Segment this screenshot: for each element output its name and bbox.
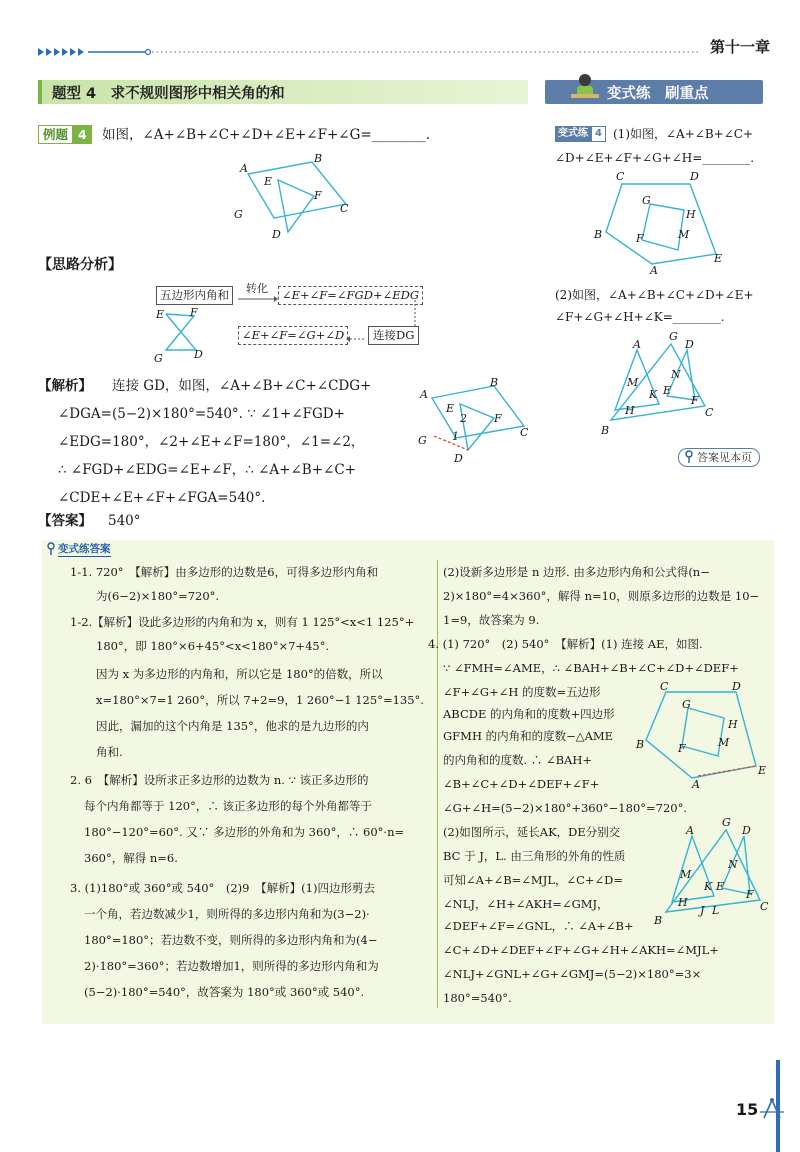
label-C: C bbox=[760, 900, 769, 913]
ans-left-7: 因此，漏加的这个内角是 135°，他求的是九边形的内 bbox=[96, 719, 369, 733]
analysis-box-equation2: ∠E+∠F=∠G+∠D bbox=[238, 326, 348, 345]
variant-part2-line-1: (2)如图，∠A+∠B+∠C+∠D+∠E+ bbox=[555, 288, 754, 302]
label-E: E bbox=[663, 384, 672, 397]
solution-line-3: ∠EDG=180°，∠2+∠E+∠F=180°，∠1=∠2， bbox=[58, 434, 365, 450]
chapter-title: 第十一章 bbox=[710, 38, 771, 56]
answer-figure-3 bbox=[632, 680, 772, 791]
label-F: F bbox=[494, 412, 502, 425]
analysis-heading: 【思路分析】 bbox=[38, 257, 122, 273]
ans-left-12: 360°，解得 n=6. bbox=[84, 851, 178, 865]
ans-right-12: ∠NLJ，∠H+∠AKH=∠GMJ， bbox=[443, 897, 609, 911]
label-C: C bbox=[660, 680, 669, 693]
ans-left-16: 2)·180°=360°；若边数增加1，则所得的多边形内角和为 bbox=[84, 959, 379, 973]
ans-left-2: 为(6−2)×180°=720°. bbox=[96, 589, 220, 603]
label-G: G bbox=[669, 330, 678, 343]
solution-figure bbox=[414, 374, 544, 466]
variant-title: 变式练 刷重点 bbox=[607, 86, 709, 102]
page-number: 15 bbox=[736, 1100, 759, 1119]
ans-left-5: 因为 x 为多边形的内角和，所以它是 180°的倍数，所以 bbox=[96, 667, 383, 681]
label-G: G bbox=[682, 698, 691, 711]
variant-part2-line-2: ∠F+∠G+∠H+∠K=________. bbox=[555, 310, 725, 324]
ans-right-15: ∠NLJ+∠GNL+∠G+∠GMJ=(5−2)×180°=3× bbox=[443, 967, 702, 981]
example-question: 如图，∠A+∠B+∠C+∠D+∠E+∠F+∠G=________. bbox=[102, 127, 430, 143]
label-M: M bbox=[678, 228, 690, 241]
ans-right-11: 可知∠A+∠B=∠MJL，∠C+∠D= bbox=[443, 873, 624, 887]
answers-title bbox=[46, 541, 111, 557]
label-A: A bbox=[686, 824, 694, 837]
label-H: H bbox=[625, 404, 635, 417]
label-G: G bbox=[154, 352, 163, 365]
variant-part1-line-1: (1)如图，∠A+∠B+∠C+ bbox=[613, 127, 753, 141]
ans-left-8: 角和. bbox=[96, 745, 123, 759]
analysis-figure bbox=[150, 304, 210, 368]
label-C: C bbox=[340, 202, 349, 215]
solution-line-2: ∠DGA=(5−2)×180°=540°. ∵ ∠1+∠FGD+ bbox=[58, 406, 345, 422]
section-title: 题型 4 求不规则图形中相关角的和 bbox=[52, 86, 285, 102]
label-N: N bbox=[728, 858, 738, 871]
variant-badge-label: 变式练 bbox=[555, 126, 591, 142]
label-C: C bbox=[616, 170, 625, 183]
label-E: E bbox=[446, 402, 455, 415]
label-F: F bbox=[746, 888, 754, 901]
ans-right-4: ABCDE 的内角和的度数+四边形 bbox=[443, 707, 615, 721]
label-K: K bbox=[704, 880, 713, 893]
label-D: D bbox=[690, 170, 699, 183]
label-M: M bbox=[627, 376, 639, 389]
ans-left-9: 2. 6 【解析】设所求正多边形的边数为 n. ∵ 该正多边形的 bbox=[70, 773, 369, 787]
label-G: G bbox=[234, 208, 243, 221]
label-A: A bbox=[650, 264, 658, 277]
label-C: C bbox=[520, 426, 529, 439]
example-badge-label: 例题 bbox=[38, 125, 73, 144]
label-2: 2 bbox=[460, 412, 467, 425]
label-F: F bbox=[636, 232, 644, 245]
label-F: F bbox=[190, 306, 198, 319]
label-N: N bbox=[671, 368, 681, 381]
label-B: B bbox=[601, 424, 610, 437]
variant-title-bar bbox=[545, 80, 763, 104]
arrow-right-icon bbox=[238, 294, 278, 304]
section-title-bar bbox=[38, 80, 528, 104]
label-E: E bbox=[714, 252, 723, 265]
example-figure bbox=[230, 152, 370, 242]
label-F: F bbox=[678, 742, 686, 755]
label-H: H bbox=[686, 208, 696, 221]
example-badge-number: 4 bbox=[73, 125, 92, 144]
ans-right-16: 180°=540°. bbox=[443, 991, 512, 1005]
label-E: E bbox=[716, 880, 725, 893]
variant-figure-1 bbox=[590, 168, 760, 278]
ans-left-13: 3. (1)180°或 360°或 540° (2)9 【解析】(1)四边形剪去 bbox=[70, 881, 375, 895]
label-D: D bbox=[732, 680, 741, 693]
analysis-arrow-label: 转化 bbox=[246, 282, 268, 295]
ans-left-11: 180°−120°=60°. 又∵ 多边形的外角和为 360°，∴ 60°·n= bbox=[84, 825, 405, 839]
ans-left-17: (5−2)·180°=540°，故答案为 180°或 360°或 540°. bbox=[84, 985, 365, 999]
label-D: D bbox=[272, 228, 281, 241]
label-B: B bbox=[314, 152, 323, 165]
label-H: H bbox=[728, 718, 738, 731]
label-D: D bbox=[742, 824, 751, 837]
label-B: B bbox=[654, 914, 663, 927]
label-A: A bbox=[633, 338, 641, 351]
label-A: A bbox=[692, 778, 700, 791]
label-E: E bbox=[758, 764, 767, 777]
ans-right-8: ∠G+∠H=(5−2)×180°+360°−180°=720°. bbox=[443, 801, 687, 815]
label-G: G bbox=[418, 434, 427, 447]
answer-figure-4 bbox=[652, 816, 772, 926]
label-B: B bbox=[636, 738, 645, 751]
ans-right-13: ∠DEF+∠F=∠GNL，∴ ∠A+∠B+ bbox=[443, 919, 634, 933]
answer-value: 540° bbox=[108, 513, 141, 529]
solution-label: 【解析】 bbox=[38, 378, 92, 394]
ans-left-6: x=180°×7=1 260°，所以 7+2=9，1 260°−1 125°=135°. bbox=[96, 693, 424, 707]
solution-line-4: ∴ ∠FGD+∠EDG=∠E+∠F，∴ ∠A+∠B+∠C+ bbox=[58, 462, 356, 478]
ans-right-top-2: 2)×180°=4×360°，解得 n=10，则原多边形的边数是 10− bbox=[443, 589, 760, 603]
label-K: K bbox=[649, 388, 658, 401]
ans-right-9: (2)如图所示，延长AK，DE分别交 bbox=[443, 825, 621, 839]
label-G: G bbox=[642, 194, 651, 207]
label-G: G bbox=[722, 816, 731, 829]
ans-left-3: 1-2.【解析】设此多边形的内角和为 x，则有 1 125°<x<1 125°+ bbox=[70, 615, 415, 629]
label-M: M bbox=[718, 736, 730, 749]
answers-title-text: 变式练答案 bbox=[58, 543, 111, 555]
variant-part1-line-2: ∠D+∠E+∠F+∠G+∠H=________. bbox=[555, 151, 755, 165]
ans-left-10: 每个内角都等于 120°，∴ 该正多边形的每个外角都等于 bbox=[84, 799, 373, 813]
arrow-left-icon bbox=[346, 334, 366, 344]
ans-left-1: 1-1. 720° 【解析】由多边形的边数是6，可得多边形内角和 bbox=[70, 565, 379, 579]
ans-right-2: ∵ ∠FMH=∠AME，∴ ∠BAH+∠B+∠C+∠D+∠DEF+ bbox=[443, 661, 739, 675]
solution-line-1: 连接 GD，如图，∠A+∠B+∠C+∠CDG+ bbox=[112, 378, 372, 394]
ans-right-top-3: 1=9，故答案为 9. bbox=[443, 613, 540, 627]
analysis-box-polygon: 五边形内角和 bbox=[156, 286, 233, 305]
label-D: D bbox=[194, 348, 203, 361]
page-edge-bar bbox=[776, 1060, 780, 1152]
ans-left-4: 180°，即 180°×6+45°<x<180°×7+45°. bbox=[96, 639, 330, 653]
label-M: M bbox=[680, 868, 692, 881]
analysis-box-connect: 连接DG bbox=[368, 326, 419, 345]
analysis-box-equation1: ∠E+∠F=∠FGD+∠EDG bbox=[278, 286, 423, 305]
variant-badge bbox=[555, 126, 606, 142]
ans-left-14: 一个角，若边数减少1，则所得的多边形内角和为(3−2)· bbox=[84, 907, 370, 921]
key-icon bbox=[684, 450, 694, 464]
answer-note-badge[interactable] bbox=[678, 448, 760, 467]
label-E: E bbox=[264, 175, 273, 188]
header-arrow-icon bbox=[38, 47, 698, 57]
label-C: C bbox=[705, 406, 714, 419]
header-dots bbox=[38, 42, 698, 52]
label-A: A bbox=[240, 162, 248, 175]
ans-right-10: BC 于 J，L. 由三角形的外角的性质 bbox=[443, 849, 626, 863]
answer-label: 【答案】 bbox=[38, 513, 92, 529]
compass-ruler-icon bbox=[758, 1096, 786, 1122]
connector-line bbox=[410, 300, 420, 334]
label-A: A bbox=[420, 388, 428, 401]
label-D: D bbox=[454, 452, 463, 465]
label-D: D bbox=[685, 338, 694, 351]
answer-note: 答案见本页 bbox=[697, 451, 752, 464]
label-F: F bbox=[314, 189, 322, 202]
solution-line-5: ∠CDE+∠E+∠F+∠FGA=540°. bbox=[58, 490, 266, 506]
ans-right-3: ∠F+∠G+∠H 的度数=五边形 bbox=[443, 685, 601, 699]
label-L: L bbox=[712, 904, 720, 917]
ans-right-top-1: (2)设新多边形是 n 边形. 由多边形内角和公式得(n− bbox=[443, 565, 710, 579]
answers-divider bbox=[437, 560, 438, 1008]
label-J: J bbox=[700, 904, 705, 917]
label-E: E bbox=[156, 308, 165, 321]
variant-figure-2 bbox=[595, 328, 745, 438]
example-badge bbox=[38, 125, 92, 144]
label-1: 1 bbox=[452, 430, 459, 443]
ans-right-14: ∠C+∠D+∠DEF+∠F+∠G+∠H+∠AKH=∠MJL+ bbox=[443, 943, 719, 957]
label-B: B bbox=[594, 228, 603, 241]
variant-badge-number: 4 bbox=[591, 126, 606, 142]
ans-right-7: ∠B+∠C+∠D+∠DEF+∠F+ bbox=[443, 777, 600, 791]
ans-right-6: 的内角和的度数. ∴ ∠BAH+ bbox=[443, 753, 593, 767]
student-mascot-icon bbox=[567, 72, 603, 102]
label-B: B bbox=[490, 376, 499, 389]
key-icon bbox=[46, 542, 56, 556]
label-H: H bbox=[678, 896, 688, 909]
ans-right-5: GFMH 的内角和的度数−△AME bbox=[443, 729, 614, 743]
ans-right-1: 4. (1) 720° (2) 540° 【解析】(1) 连接 AE，如图. bbox=[428, 637, 703, 651]
label-F: F bbox=[691, 394, 699, 407]
ans-left-15: 180°=180°；若边数不变，则所得的多边形内角和为(4− bbox=[84, 933, 378, 947]
